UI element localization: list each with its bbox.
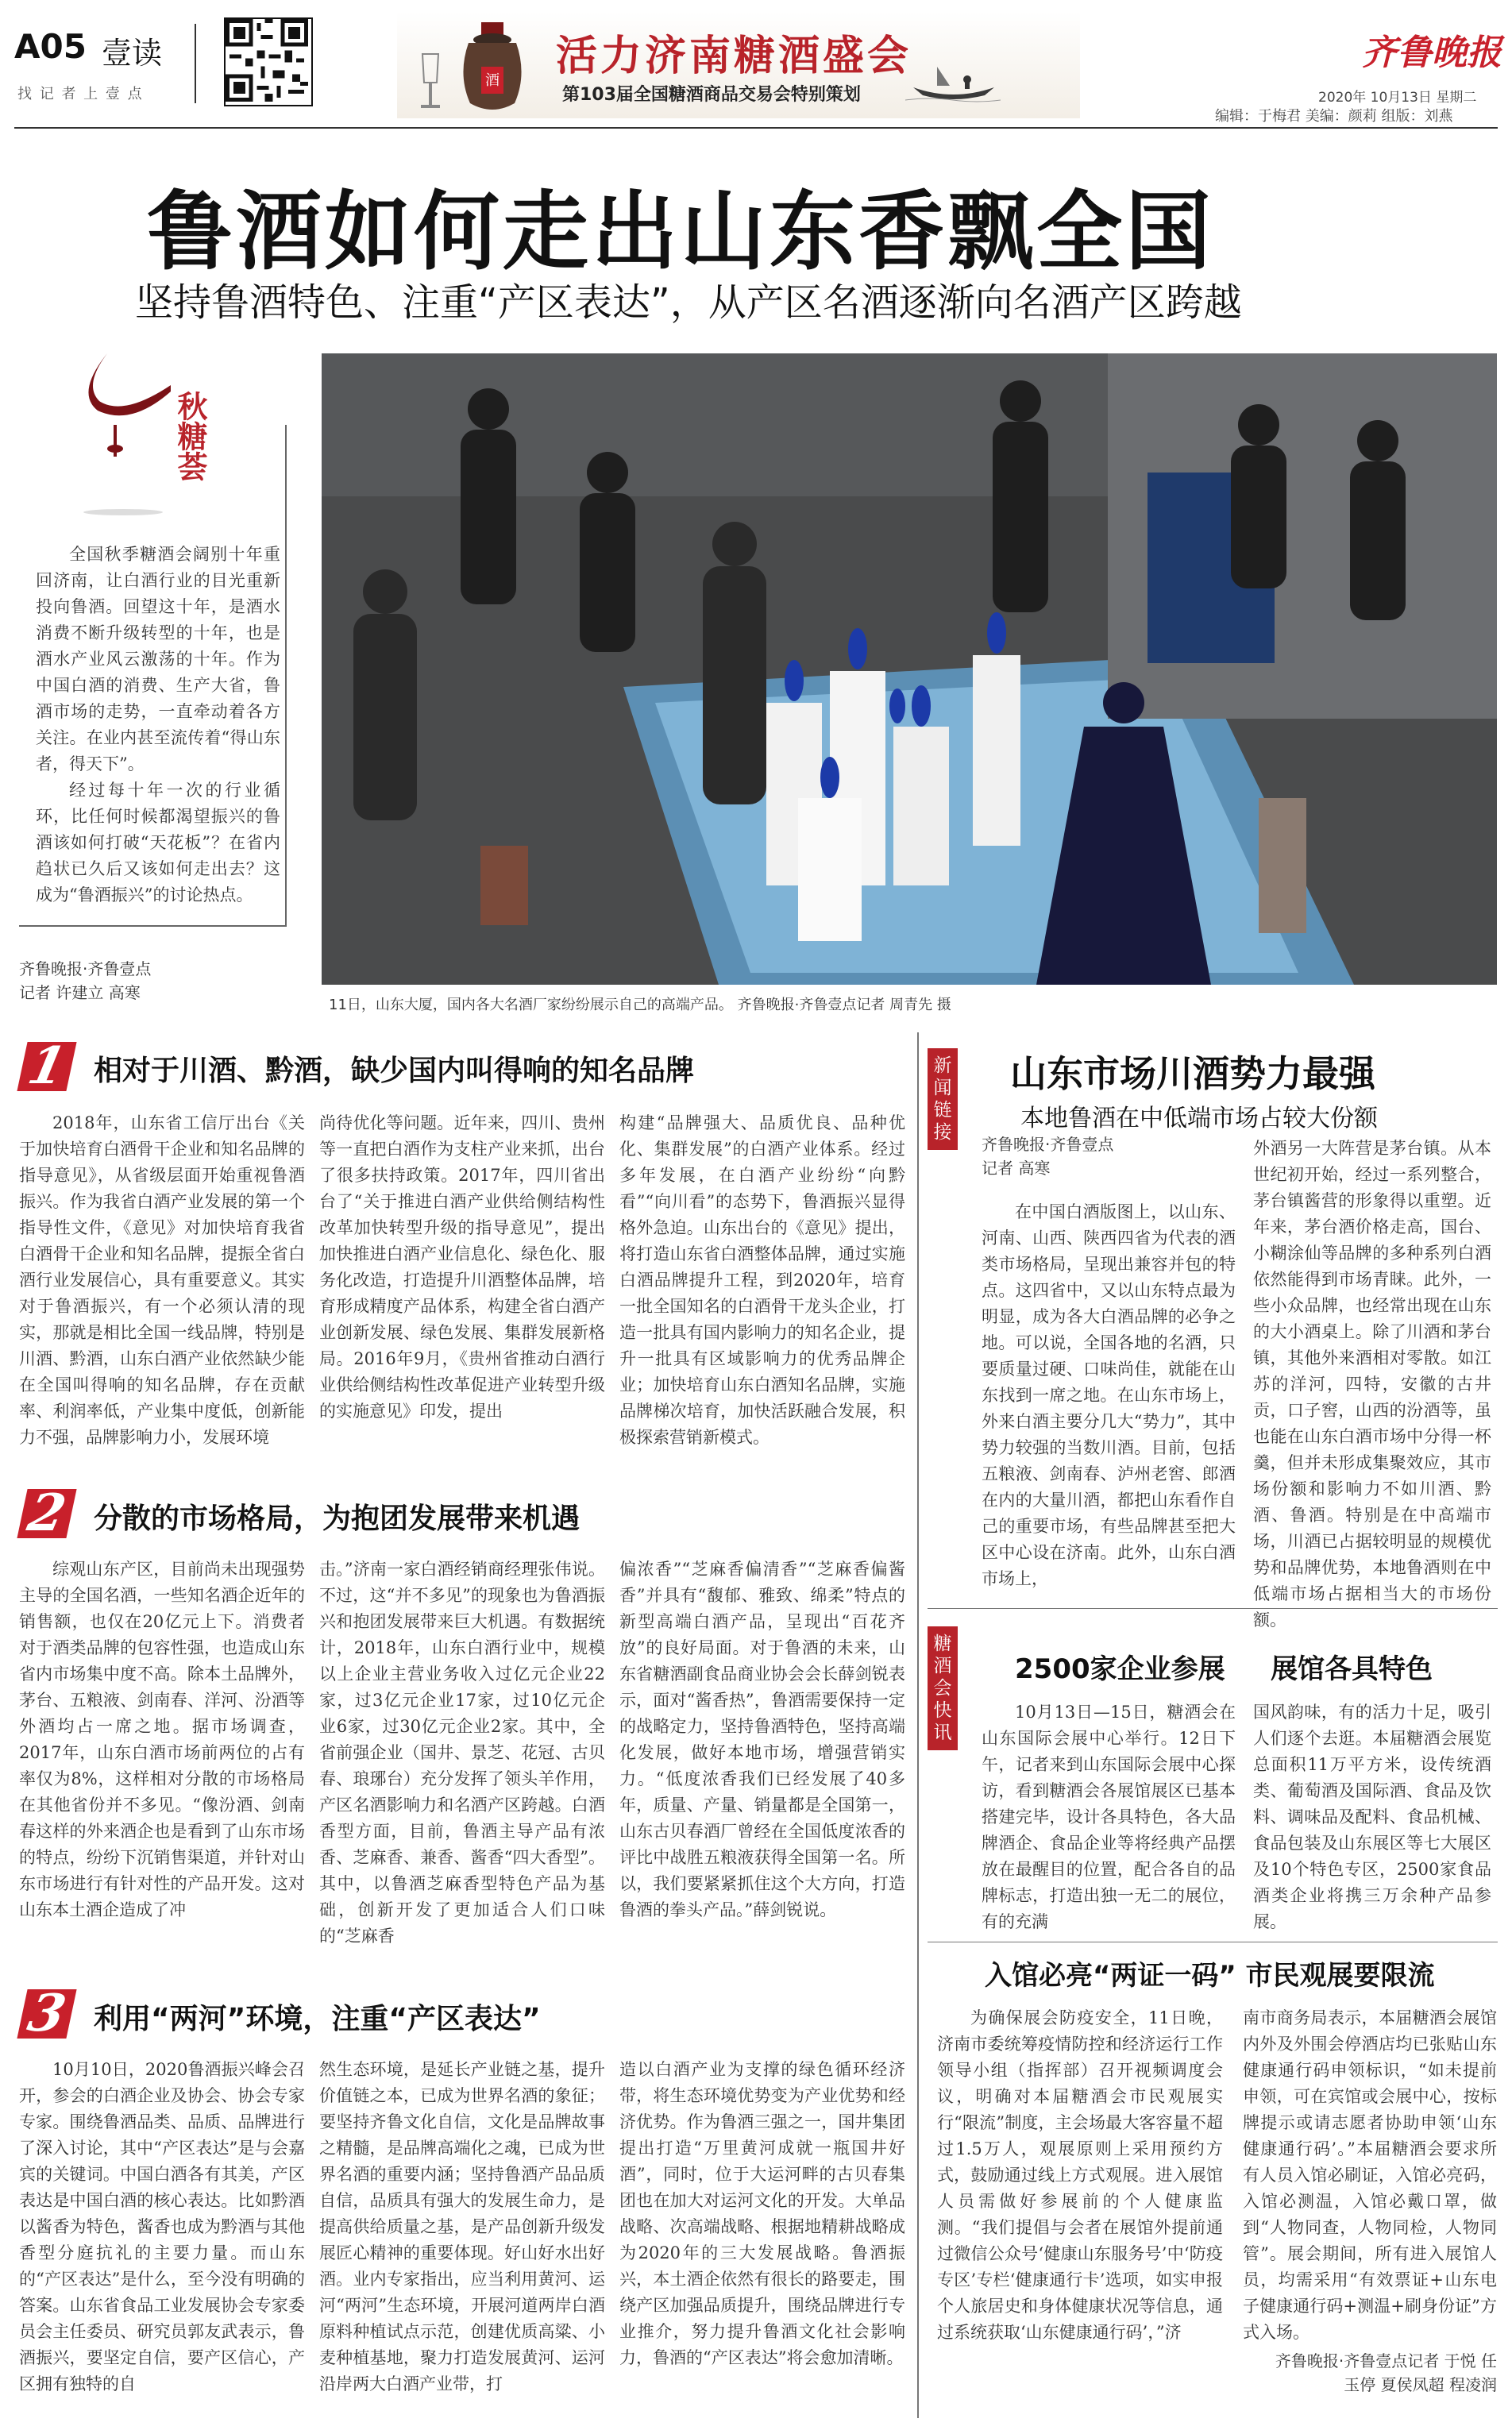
sidebar-divider — [928, 1608, 1498, 1609]
wine-glass-icon — [413, 51, 448, 114]
banner-title: 活力济南糖酒盛会 — [556, 33, 912, 80]
sidebar3-title: 入馆必亮“两证一码” 市民观展要限流 — [985, 1960, 1435, 1992]
sidebar3-col2 — [1243, 2005, 1497, 2346]
section3-col2 — [319, 2057, 605, 2397]
sidebar1-col1 — [982, 1199, 1236, 1592]
sidebar-paragraph: 在中国白酒版图上，以山东、河南、山西、陕西四省为代表的酒类市场格局，呈现出兼容并包的特点。这四省中，又以山东特点最为明显，成为各大白酒品牌的必争之地。可以说，全国各地的名酒，只要质量过硬、口味尚佳，就能在山东找到一席之地。在山东市场上，外来白酒主要分几大“势力”，其中势力较强的当数川酒。目前，包括五粮液、剑南春、泸州老窖、郎酒在内的大量川酒，都把山东看作自己的重要市场，有些品牌甚至把大区中心设在济南。此外，山东白酒市场上， — [982, 1202, 1236, 1588]
sidebar1-byline — [982, 1132, 1236, 1180]
intro-byline-outlet: 齐鲁晚报·齐鲁壹点 — [19, 959, 152, 978]
sidebar1-col2 — [1253, 1136, 1491, 1634]
main-headline: 鲁酒如何走出山东香飘全国 — [147, 183, 1215, 282]
newspaper-logo: 齐鲁晚报 — [1362, 33, 1502, 73]
sidebar2-title-b: 展馆各具特色 — [1271, 1653, 1433, 1685]
intro-byline-reporters: 记者 许建立 高寒 — [19, 983, 141, 1002]
section2-col2 — [319, 1556, 605, 1950]
section1-col2 — [319, 1110, 605, 1425]
section-name: 壹读 — [102, 36, 163, 71]
sidebar-paragraph: 国风韵味，有的活力十足，吸引人们逐个去逛。本届糖酒会展览总面积11万平方米，设传统酒类、葡萄酒及国际酒、食品及饮料、调味品及配料、食品机械、食品包装及山东展区等七大展区及10个特色专区，2500家食品酒类企业将携三万余种产品参展。 — [1253, 1703, 1491, 1931]
section-paragraph: 击。”济南一家白酒经销商经理张伟说。不过，这“并不多见”的现象也为鲁酒振兴和抱团发展带来巨大机遇。有数据统计，2018年，山东白酒行业中，规模以上企业主营业务收入过亿元企业22家，过3亿元企业17家，过10亿元企业6家，过30亿元企业2家。其中，全省前强企业（国井、景芝、花冠、古贝春、琅琊台）充分发挥了领头羊作用，产区名酒影响力和名酒产区跨越。白酒香型方面，目前，鲁酒主导产品有浓香、芝麻香、兼香、酱香“四大香型”。其中，以鲁酒芝麻香型特色产品为基础，创新开发了更加适合人们口味的“芝麻香 — [319, 1560, 605, 1946]
intro-paragraph: 全国秋季糖酒会阔别十年重回济南，让白酒行业的目光重新投向鲁酒。回望这十年，是酒水消费不断升级转型的十年，也是酒水产业风云激荡的十年。作为中国白酒的消费、生产大省，鲁酒市场的走势，一直牵动着各方关注。在业内甚至流传着“得山东者，得天下”。 — [36, 545, 280, 773]
section-number-badge: 3 — [17, 1989, 76, 2039]
section-paragraph: 偏浓香”“芝麻香偏清香”“芝麻香偏酱香”并具有“馥郁、雅致、绵柔”特点的新型高端白酒产品，呈现出“百花齐放”的良好局面。对于鲁酒的未来，山东省糖酒副食品商业协会会长薛剑锐表示，面对“酱香热”，鲁酒需要保持一定的战略定力，坚持鲁酒特色，坚持高端化发展，做好本地市场，增强营销实力。“低度浓香我们已经发展了40多年，质量、产量、销量都是全国第一，山东古贝春酒厂曾经在全国低度浓香的评比中战胜五粮液获得全国第一名。所以，我们要紧紧抓住这个大方向，打造鲁酒的拳头产品。”薛剑锐说。 — [619, 1560, 905, 1919]
intro-byline — [19, 957, 281, 1005]
sidebar-paragraph: 10月13日—15日，糖酒会在山东国际会展中心举行。12日下午，记者来到山东国际会展中心探访，看到糖酒会各展馆展区已基本搭建完毕，设计各具特色，各大品牌酒企、食品企业等将经典产品摆放在最醒目的位置，配合各自的品牌标志，打造出独一无二的展位，有的充满 — [982, 1703, 1236, 1931]
sidebar3-byline: 齐鲁晚报·齐鲁壹点记者 于悦 任玉停 夏侯凤超 程凌润 — [1275, 2351, 1497, 2394]
wine-jar-icon — [454, 19, 530, 114]
sidebar1-subtitle: 本地鲁酒在中低端市场占较大份额 — [1020, 1105, 1378, 1132]
page-number: A05 — [14, 27, 87, 66]
section-paragraph: 尚待优化等问题。近年来，四川、贵州等一直把白酒作为支柱产业来抓，出台了很多扶持政策。2017年，四川省出台了“关于推进白酒产业供给侧结构性改革加快转型升级的指导意见”，提出加快推进白酒产业信息化、绿色化、服务化改造，打造提升川酒整体品牌，培育形成精度产品体系，构建全省白酒产业创新发展、绿色发展、集群发展新格局。2016年9月，《贵州省推动白酒行业供给侧结构性改革促进产业转型升级的实施意见》印发，提出 — [319, 1113, 605, 1421]
sidebar-paragraph: 南市商务局表示，本届糖酒会展馆内外及外围会停酒店均已张贴山东健康通行码申领标识，“如未提前申领，可在宾馆或会展中心，按标牌提示或请志愿者协助申领‘山东健康通行码’。”本届糖酒会要求所有人员入馆必刷证，入馆必亮码，入馆必测温，入馆必戴口罩，做到“人物同查，人物同检，人物同管”。展会期间，所有进入展馆人员，均需采用“有效票证+山东电子健康通行码+测温+刷身份证”方式入场。 — [1243, 2008, 1497, 2342]
section1-col3 — [619, 1110, 905, 1451]
section-paragraph: 构建“品牌强大、品质优良、品种优化、集群发展”的白酒产业体系。经过多年发展，在白酒产业纷纷“向黔看”“向川看”的态势下，鲁酒振兴显得格外急迫。山东出台的《意见》提出，将打造山东省白酒整体品牌，通过实施白酒品牌提升工程，到2020年，培育一批全国知名的白酒骨干龙头企业，打造一批具有国内影响力的知名企业，提升一批具有区域影响力的优秀品牌企业；加快培育山东白酒知名品牌，实施品牌梯次培育，加快活跃融合发展，积极探索营销新模式。 — [619, 1113, 905, 1447]
exhibition-photo — [322, 353, 1497, 985]
issue-date: 2020年 10月13日 星期二 — [1318, 90, 1477, 106]
section-paragraph: 造以白酒产业为支撑的绿色循环经济带，将生态环境优势变为产业优势和经济优势。作为鲁酒三强之一，国井集团提出打造“万里黄河成就一瓶国井好酒”，同时，位于大运河畔的古贝春集团也在加大对运河文化的开发。大单品战略、次高端战略、根据地精耕战略成为2020年的三大发展战略。鲁酒振兴，本土酒企依然有很长的路要走，围绕产区加强品质提升，围绕品牌进行专业推介，努力提升鲁酒文化社会影响力，鲁酒的“产区表达”将会愈加清晰。 — [619, 2060, 905, 2367]
logo-text: 秋糖荟 — [172, 391, 208, 481]
header-divider-left — [195, 24, 196, 103]
intro-text — [36, 542, 280, 908]
sidebar-paragraph: 为确保展会防疫安全，11日晚，济南市委统筹疫情防控和经济运行工作领导小组（指挥部）召开视频调度会议，明确对本届糖酒会市民观展实行“限流”制度，主会场最大客容量不超过1.5万人，观展原则上采用预约方式，鼓励通过线上方式观展。进入展馆人员需做好参展前的个人健康监测。“我们提倡与会者在展馆外提前通过微信公众号‘健康山东服务号’中‘防疫专区’专栏‘健康通行卡’选项，如实申报个人旅居史和身体健康状况等信息，通过系统获取‘山东健康通行码’，”济 — [937, 2008, 1223, 2342]
photo-caption: 11日，山东大厦，国内各大名酒厂家纷纷展示自己的高端产品。 齐鲁晚报·齐鲁壹点记者 周青先 摄 — [329, 997, 951, 1013]
section-title: 相对于川酒、黔酒，缺少国内叫得响的知名品牌 — [94, 1055, 695, 1087]
boat-icon — [905, 51, 1001, 106]
svg-text:酒: 酒 — [485, 72, 499, 89]
qr-code-icon[interactable] — [224, 17, 313, 106]
slogan: 找 记 者 上 壹 点 — [17, 86, 144, 102]
sidebar1-byline-outlet: 齐鲁晚报·齐鲁壹点 — [982, 1135, 1114, 1154]
section-paragraph: 综观山东产区，目前尚未出现强势主导的全国名酒，一些知名酒企近年的销售额，也仅在20亿元上下。消费者对于酒类品牌的包容性强，也造成山东省内市场集中度不高。除本土品牌外，茅台、五粮液、剑南春、洋河、汾酒等外酒均占一席之地。据市场调查，2017年，山东白酒市场前两位的占有率仅为8%，这样相对分散的市场格局在其他省份并不多见。“像汾酒、剑南春这样的外来酒企也是看到了山东市场的特点，纷纷下沉销售渠道，并针对山东市场进行有针对性的产品开发。这对山东本土酒企造成了冲 — [19, 1560, 305, 1919]
section2-col1 — [19, 1556, 305, 1923]
banner — [397, 11, 1080, 118]
sidebar-paragraph: 外酒另一大阵营是茅台镇。从本世纪初开始，经过一系列整合，茅台镇酱营的形象得以重塑。近年来，茅台酒价格走高，国台、小糊涂仙等品牌的多种系列白酒依然能得到市场青睐。此外，一些小众品牌，也经常出现在山东的大小酒桌上。除了川酒和茅台镇，其他外来酒相对零散。如江苏的洋河，四特，安徽的古井贡，口子窖，山西的汾酒等，虽也能在山东白酒市场中分得一杯羹，但并未形成集聚效应，其市场份额和影响力不如川酒、黔酒、鲁酒。特别是在中高端市场，川酒已占据较明显的规模优势和品牌优势，本地鲁酒则在中低端市场占据相当大的市场份额。 — [1253, 1139, 1491, 1630]
section1-col1 — [19, 1110, 305, 1451]
sidebar2-title-a: 2500家企业参展 — [1015, 1653, 1225, 1685]
section-title: 利用“两河”环境，注重“产区表达” — [94, 2003, 541, 2035]
sidebar3-col1 — [937, 2005, 1223, 2346]
section-paragraph: 然生态环境，是延长产业链之基，提升价值链之本，已成为世界名酒的象征；要坚持齐鲁文化自信，文化是品牌故事之精髓，是品牌高端化之魂，已成为世界名酒的重要内涵；坚持鲁酒产品品质自信，品质具有强大的发展生命力，是提高供给质量之基，是产品创新升级发展匠心精神的重要体现。好山好水出好酒。业内专家指出，应当利用黄河、运河“两河”生态环境，开展河道两岸白酒原料种植试点示范，创建优质高粱、小麦种植基地，聚力打造发展黄河、运河沿岸两大白酒产业带，打 — [319, 2060, 605, 2393]
editors-line: 编辑：于梅君 美编：颜莉 组版：刘燕 — [1215, 108, 1453, 125]
section-paragraph: 10月10日，2020鲁酒振兴峰会召开，参会的白酒企业及协会、协会专家专家。围绕鲁酒品类、品质、品牌进行了深入讨论，其中“产区表达”是与会嘉宾的关键词。中国白酒各有其美，产区表达是中国白酒的核心表达。比如黔酒以酱香为特色，酱香也成为黔酒与其他香型分庭抗礼的主要力量。而山东的“产区表达”是什么，至今没有明确的答案。山东省食品工业发展协会专家委员会主任委员、研究员郭友武表示，鲁酒振兴，要坚定自信，要产区信心，产区拥有独特的自 — [19, 2060, 305, 2393]
section3-col3 — [619, 2057, 905, 2371]
sidebar2-col1 — [982, 1699, 1236, 1935]
section2-col3 — [619, 1556, 905, 1923]
sub-headline: 坚持鲁酒特色、注重“产区表达”，从产区名酒逐渐向名酒产区跨越 — [135, 280, 1242, 325]
sidebar1-title: 山东市场川酒势力最强 — [1010, 1052, 1375, 1095]
fair-news-tag: 糖酒会快讯 — [928, 1626, 958, 1750]
header-bottom-rule — [14, 127, 1498, 129]
section-title: 分散的市场格局，为抱团发展带来机遇 — [94, 1502, 580, 1535]
sidebar2-col2 — [1253, 1699, 1491, 1935]
section-number-badge: 2 — [17, 1489, 76, 1538]
section3-col1 — [19, 2057, 305, 2397]
section-paragraph: 2018年，山东省工信厅出台《关于加快培育白酒骨干企业和知名品牌的指导意见》，从省级层面开始重视鲁酒振兴。作为我省白酒产业发展的第一个指导性文件，《意见》对加快培育我省白酒骨干企业和知名品牌，提振全省白酒行业发展信心，具有重要意义。其实对于鲁酒振兴，有一个必须认清的现实，那就是相比全国一线品牌，特别是川酒、黔酒，山东白酒产业依然缺少能在全国叫得响的知名品牌，存在贡献率、利润率低，产业集中度低，创新能力不强，品牌影响力小，发展环境 — [19, 1113, 305, 1447]
news-link-tag: 新闻链接 — [928, 1048, 958, 1150]
section-number-badge: 1 — [17, 1042, 76, 1091]
sidebar1-byline-reporter: 记者 高寒 — [982, 1159, 1051, 1178]
intro-paragraph: 经过每十年一次的行业循环，比任何时候都渴望振兴的鲁酒该如何打破“天花板”？在省内趋状已久后又该如何走出去？这成为“鲁酒振兴”的讨论热点。 — [36, 781, 280, 905]
banner-subtitle: 第103届全国糖酒商品交易会特别策划 — [562, 85, 861, 105]
column-divider — [917, 1032, 919, 2418]
